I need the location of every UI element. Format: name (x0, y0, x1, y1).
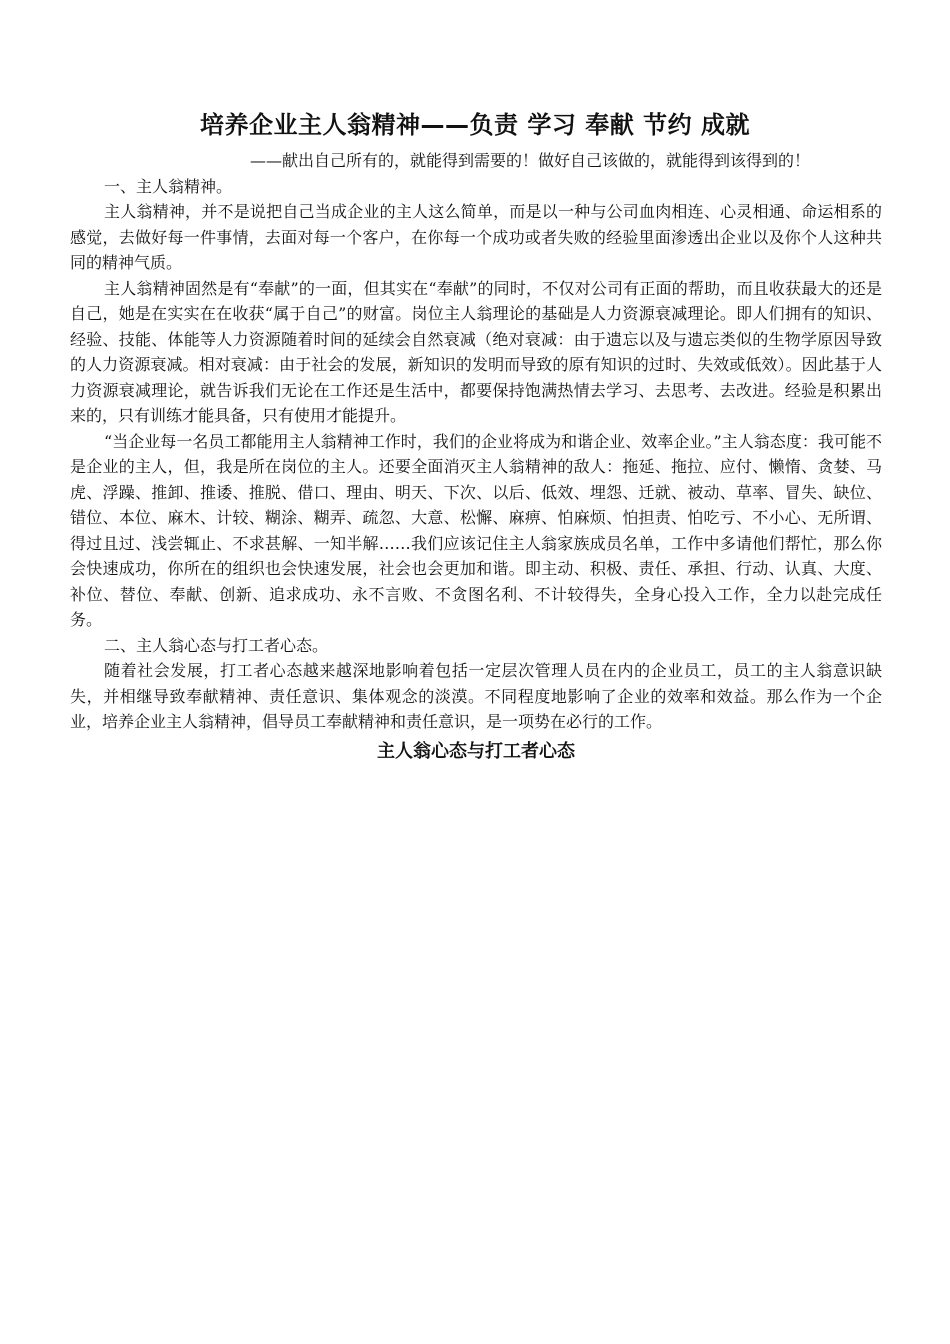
paragraph-2: 主人翁精神固然是有“奉献”的一面，但其实在“奉献”的同时，不仅对公司有正面的帮助，而且收获最大的还是自己，她是在实实在在收获“属于自己”的财富。岗位主人翁理论的基础是人力资源衰减理论。即人们拥有的知识、经验、技能、体能等人力资源随着时间的延续会自然衰减（绝对衰减：由于遗忘以及与遗忘类似的生物学原因导致的人力资源衰减。相对衰减：由于社会的发展，新知识的发明而导致的原有知识的过时、失效或低效）。因此基于人力资源衰减理论，就告诉我们无论在工作还是生活中，都要保持饱满热情去学习、去思考、去改进。经验是积累出来的，只有训练才能具备，只有使用才能提升。 (70, 278, 882, 425)
centered-heading: 主人翁心态与打工者心态 (377, 740, 575, 762)
paragraph-4: 随着社会发展，打工者心态越来越深地影响着包括一定层次管理人员在内的企业员工，员工的主人翁意识缺失，并相继导致奉献精神、责任意识、集体观念的淡漠。不同程度地影响了企业的效率和效益。那么作为一个企业，培养企业主人翁精神，倡导员工奉献精神和责任意识，是一项势在必行的工作。 (70, 661, 882, 731)
document-title: 培养企业主人翁精神——负责 学习 奉献 节约 成就 (200, 111, 750, 139)
paragraph-1: 主人翁精神，并不是说把自己当成企业的主人这么简单，而是以一种与公司血肉相连、心灵相通、命运相系的感觉，去做好每一件事情，去面对每一个客户，在你每一个成功或者失败的经验里面渗透出企业以及你个人这种共同的精神气质。 (70, 202, 882, 272)
document-subtitle: ——献出自己所有的，就能得到需要的！做好自己该做的，就能得到该得到的！ (250, 151, 811, 170)
document-body (70, 148, 882, 767)
paragraph-3: “当企业每一名员工都能用主人翁精神工作时，我们的企业将成为和谐企业、效率企业。”主人翁态度：我可能不是企业的主人，但，我是所在岗位的主人。还要全面消灭主人翁精神的敌人：拖延、拖拉、应付、懒惰、贪婪、马虎、浮躁、推卸、推诿、推脱、借口、理由、明天、下次、以后、低效、埋怨、迁就、被动、草率、冒失、缺位、错位、本位、麻木、计较、糊涂、糊弄、疏忽、大意、松懈、麻痹、怕麻烦、怕担责、怕吃亏、不小心、无所谓、得过且过、浅尝辄止、不求甚解、一知半解……我们应该记住主人翁家族成员名单，工作中多请他们帮忙，那么你会快速成功，你所在的组织也会快速发展，社会也会更加和谐。即主动、积极、责任、承担、行动、认真、大度、补位、替位、奉献、创新、追求成功、永不言败、不贪图名利、不计较得失，全身心投入工作，全力以赴完成任务。 (70, 431, 882, 629)
section-heading-2: 二、主人翁心态与打工者心态。 (104, 635, 329, 655)
section-heading-1: 一、主人翁精神。 (104, 176, 233, 196)
